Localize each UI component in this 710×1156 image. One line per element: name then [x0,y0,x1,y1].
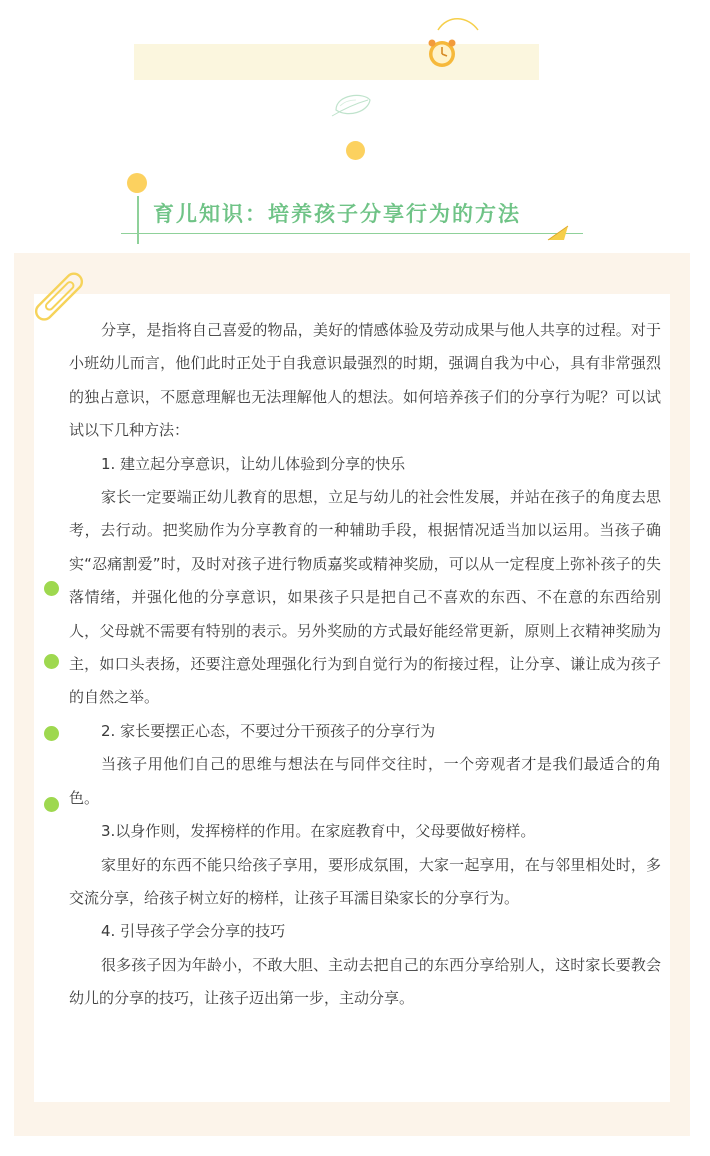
green-dot [44,726,59,741]
paragraph: 家长一定要端正幼儿教育的思想，立足与幼儿的社会性发展，并站在孩子的角度去思考，去行动。把奖励作为分享教育的一种辅助手段，根据情况适当加以运用。当孩子确实“忍痛割爱”时，及时对孩子进行物质嘉奖或精神奖励，可以从一定程度上弥补孩子的失落情绪，并强化他的分享意识，如果孩子只是把自己不喜欢的东西、不在意的东西给别人，父母就不需要有特别的表示。另外奖励的方式最好能经常更新，原则上衣精神奖励为主，如口头表扬，还要注意处理强化行为到自觉行为的衔接过程，让分享、谦让成为孩子的自然之举。 [69,488,661,707]
paragraph: 很多孩子因为年龄小，不敢大胆、主动去把自己的东西分享给别人，这时家长要教会幼儿的分享的技巧，让孩子迈出第一步，主动分享。 [69,955,661,1008]
leaf-icon [328,88,376,122]
green-dot [44,797,59,812]
section-heading: 1. 建立起分享意识，让幼儿体验到分享的快乐 [101,454,406,473]
section-heading: 2. 家长要摆正心态，不要过分干预孩子的分享行为 [101,721,436,740]
green-dot [44,581,59,596]
flag-icon [546,222,572,242]
page-title: 育儿知识：培养孩子分享行为的方法 [153,202,521,226]
section-heading: 4. 引导孩子学会分享的技巧 [101,922,286,941]
yellow-dot [346,141,365,160]
green-dot [44,654,59,669]
paragraph: 家里好的东西不能只给孩子享用，要形成氛围，大家一起享用，在与邻里相处时，多交流分享，给孩子树立好的榜样，让孩子耳濡目染家长的分享行为。 [69,855,661,907]
yellow-dot [127,173,147,193]
section-heading: 3.以身作则，发挥榜样的作用。在家庭教育中，父母要做好榜样。 [101,822,536,841]
header-decoration [0,0,710,250]
clock-icon [418,12,482,76]
paragraph: 分享，是指将自己喜爱的物品，美好的情感体验及劳动成果与他人共享的过程。对于小班幼儿而言，他们此时正处于自我意识最强烈的时期，强调自我为中心，具有非常强烈的独占意识，不愿意理解也无法理解他人的想法。如何培养孩子们的分享行为呢？可以试试以下几种方法： [69,321,661,440]
title-horizontal-line [121,233,583,234]
title-vertical-line [137,196,139,244]
paragraph: 当孩子用他们自己的思维与想法在与同伴交往时，一个旁观者才是我们最适合的角色。 [69,755,661,807]
article-body [69,314,661,1016]
